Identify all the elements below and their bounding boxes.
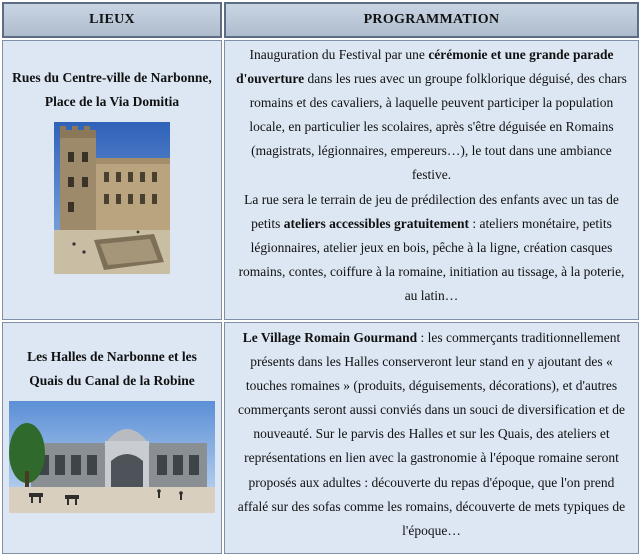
header-programmation	[224, 2, 639, 38]
header-lieux-label: LIEUX	[89, 12, 135, 27]
row1-p2-text-b: : ateliers monétaire, petits légionnaires, atelier jeux en bois, pêche à la ligne, création casques romains, contes, coiffure à la romaine, initiation au tissage, à la poterie, au latin…	[238, 215, 625, 303]
header-lieux	[2, 2, 222, 38]
row2-place-line2: Quais du Canal de la Robine	[29, 373, 195, 388]
row1-p2-text-a: La rue sera le terrain de jeu de prédilection des enfants avec un tas de petits	[244, 191, 619, 231]
market-hall-photo-icon	[9, 401, 215, 513]
row2-place-cell	[2, 322, 222, 554]
row1-p1-text-b: dans les rues avec un groupe folklorique déguisé, des chars romains et des cavaliers, à laquelle peuvent participer la population locale, en particulier les scolaires, après s'être déguisée en Romains (magistrats, légionnaires, empereurs…), le tout dans une ambiance festive.	[249, 71, 627, 183]
row1-p1-text-a: Inauguration du Festival par une	[249, 47, 429, 62]
row1-paragraph-1	[233, 43, 630, 188]
row1-p1-bold: cérémonie et une grande parade d'ouverture	[236, 47, 614, 87]
row2-programme-cell	[224, 322, 639, 554]
row1-programme-cell	[224, 40, 639, 320]
row1-paragraph-2	[233, 188, 630, 308]
row2-place-line1: Les Halles de Narbonne et les	[27, 349, 197, 364]
row1-p2-bold: ateliers accessibles gratuitement	[283, 215, 469, 231]
row1-place-line1: Rues du Centre-ville de Narbonne,	[12, 70, 212, 85]
row1-place-name	[12, 66, 212, 114]
tower-photo-icon	[54, 122, 170, 274]
header-programmation-label: PROGRAMMATION	[363, 12, 500, 27]
row1-place-cell	[2, 40, 222, 320]
row2-p1-bold: Le Village Romain Gourmand	[242, 330, 418, 345]
row2-paragraph-1	[233, 326, 630, 543]
row2-p1-text-b: : les commerçants traditionnellement présents dans les Halles conserveront leur stand en y ajoutant des « touches romaines » (produits, déguisements, décorations), et d'autres commerçants seront aussi conviés dans un souci de diversification et de nouveauté. Sur le parvis des Halles et sur les Quais, des ateliers et représentations en lien avec la gastronomie à l'époque romaine seront proposés aux adultes : découverte du repas d'époque, que l'on prend affalé sur des sofas comme les romains, découverte de mets typiques de l'époque…	[237, 330, 626, 538]
row1-place-line2: Place de la Via Domitia	[44, 94, 180, 109]
row2-place-name	[27, 345, 197, 393]
